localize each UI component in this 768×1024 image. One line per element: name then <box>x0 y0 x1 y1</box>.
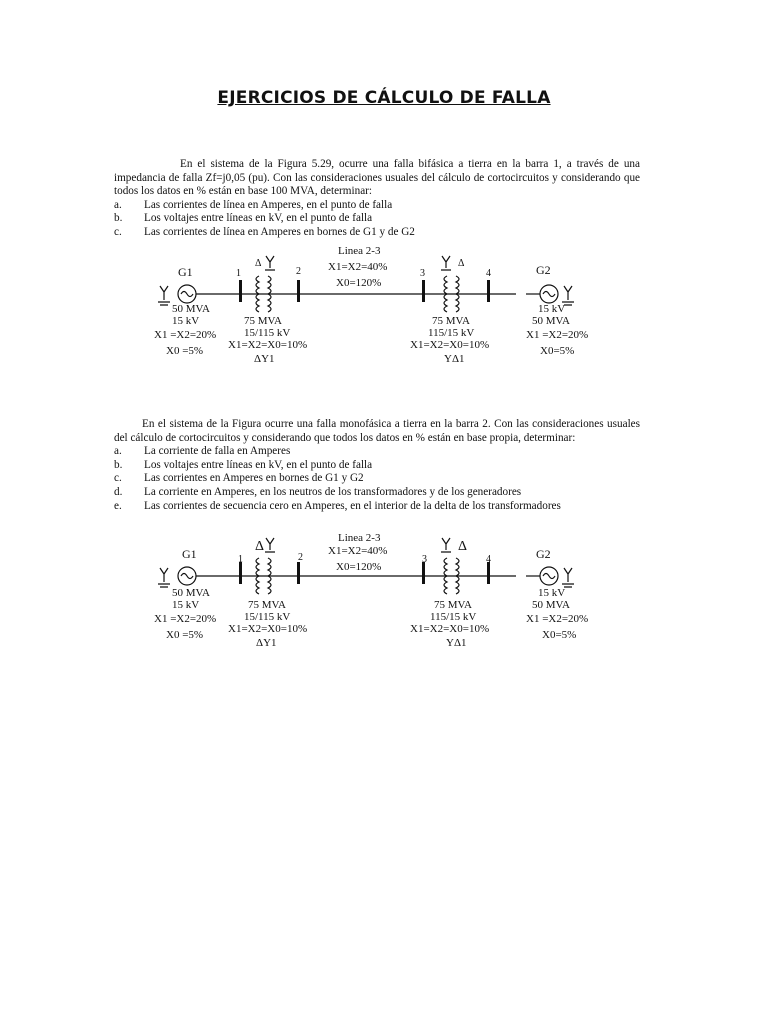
t1-reactance: X1=X2=X0=10% <box>228 623 308 635</box>
label-bus-4: 4 <box>486 554 491 565</box>
g2-grounded-wye-icon <box>562 568 574 587</box>
list-item <box>114 500 640 514</box>
list-text: Las corrientes en Amperes en bornes de G1 y G2 <box>144 472 364 485</box>
list-marker: b. <box>114 458 123 471</box>
bus-3-bar <box>422 280 425 302</box>
g1-grounded-wye-icon <box>158 568 170 587</box>
g1-grounded-wye-icon <box>158 286 170 305</box>
t1-voltage: 15/115 kV <box>244 327 291 339</box>
g2-rating: 50 MVA <box>532 315 571 327</box>
list-text: Los voltajes entre líneas en kV, en el punto de falla <box>144 212 373 225</box>
list-text: Las corrientes de línea en Amperes en bornes de G1 y de G2 <box>144 225 415 238</box>
g2-reactance-zero: X0=5% <box>540 345 575 357</box>
list-text: Las corrientes de línea en Amperes, en el punto de falla <box>144 198 393 211</box>
single-line-diagram-1 <box>114 244 654 384</box>
generator-g1-wave <box>181 292 193 297</box>
g2-voltage: 15 kV <box>538 303 566 315</box>
list-marker: d. <box>114 485 123 498</box>
diagram-1-svg <box>114 244 654 384</box>
t2-rating: 75 MVA <box>434 599 473 611</box>
t2-rating: 75 MVA <box>432 315 471 327</box>
bus-2-bar <box>297 280 300 302</box>
t1-reactance: X1=X2=X0=10% <box>228 339 308 351</box>
g1-reactance-zero: X0 =5% <box>166 345 204 357</box>
t1-rating: 75 MVA <box>244 315 283 327</box>
t2-voltage: 115/15 kV <box>428 327 475 339</box>
label-bus-1: 1 <box>238 554 243 565</box>
list-item <box>114 472 640 486</box>
g1-voltage: 15 kV <box>172 599 200 611</box>
t2-reactance: X1=X2=X0=10% <box>410 339 490 351</box>
list-item <box>114 212 640 226</box>
label-g2: G2 <box>536 263 551 277</box>
g1-voltage: 15 kV <box>172 315 200 327</box>
list-text: La corriente en Amperes, en los neutros de los transformadores y de los generadores <box>144 485 522 498</box>
t1-delta-symbol: Δ <box>255 539 265 554</box>
bus-2-bar <box>297 562 300 584</box>
line-name: Linea 2-3 <box>338 532 381 544</box>
t2-connection: YΔ1 <box>446 637 467 649</box>
g2-rating: 50 MVA <box>532 599 571 611</box>
g2-reactance-pos-neg: X1 =X2=20% <box>526 329 589 341</box>
problem-2-list <box>114 445 640 513</box>
generator-g2-wave <box>543 292 555 297</box>
problem-1-list <box>114 199 640 240</box>
g1-rating: 50 MVA <box>172 303 211 315</box>
t2-reactance: X1=X2=X0=10% <box>410 623 490 635</box>
t2-grounded-wye-icon <box>441 256 451 270</box>
list-marker: a. <box>114 198 122 211</box>
bus-1-bar <box>239 280 242 302</box>
t1-delta-symbol: Δ <box>255 258 262 269</box>
line-name: Linea 2-3 <box>338 245 381 257</box>
label-bus-2: 2 <box>296 266 301 277</box>
g1-reactance-pos-neg: X1 =X2=20% <box>154 613 217 625</box>
list-text: La corriente de falla en Amperes <box>144 445 291 458</box>
list-marker: b. <box>114 212 123 225</box>
t2-connection: YΔ1 <box>444 353 465 365</box>
problem-1 <box>114 158 640 240</box>
label-bus-1: 1 <box>236 268 241 279</box>
list-item <box>114 445 640 459</box>
label-g1: G1 <box>182 547 197 561</box>
g1-reactance-pos-neg: X1 =X2=20% <box>154 329 217 341</box>
line-reactance-pos-neg: X1=X2=40% <box>328 545 388 557</box>
t1-voltage: 15/115 kV <box>244 611 291 623</box>
t1-rating: 75 MVA <box>248 599 287 611</box>
label-bus-4: 4 <box>486 268 491 279</box>
list-item <box>114 199 640 213</box>
diagram-2-svg <box>114 530 654 670</box>
bus-3-bar <box>422 562 425 584</box>
single-line-diagram-2 <box>114 530 654 670</box>
line-reactance-pos-neg: X1=X2=40% <box>328 261 388 273</box>
label-bus-3: 3 <box>420 268 425 279</box>
t2-delta-symbol: Δ <box>458 539 468 554</box>
g1-reactance-zero: X0 =5% <box>166 629 204 641</box>
label-g1: G1 <box>178 265 193 279</box>
t1-grounded-wye-icon <box>265 256 275 270</box>
list-text: Los voltajes entre líneas en kV, en el punto de falla <box>144 458 373 471</box>
problem-2 <box>114 418 640 513</box>
bus-4-bar <box>487 562 490 584</box>
generator-g2-wave <box>543 574 555 579</box>
list-marker: c. <box>114 472 122 485</box>
problem-2-intro-text: En el sistema de la Figura ocurre una falla monofásica a tierra en la barra 2. Con las consideraciones usuales del cálculo de cortocircuitos y considerando que todos los datos en % están en base propia, determinar: <box>114 418 640 444</box>
t1-grounded-wye-icon <box>265 538 275 552</box>
list-marker: a. <box>114 445 122 458</box>
line-reactance-zero: X0=120% <box>336 277 382 289</box>
line-reactance-zero: X0=120% <box>336 561 382 573</box>
t1-connection: ΔY1 <box>256 637 277 649</box>
t2-voltage: 115/15 kV <box>430 611 477 623</box>
list-text: Las corrientes de secuencia cero en Amperes, en el interior de la delta de los transformadores <box>144 499 561 512</box>
t2-grounded-wye-icon <box>441 538 451 552</box>
g2-voltage: 15 kV <box>538 587 566 599</box>
bus-1-bar <box>239 562 242 584</box>
g2-reactance-pos-neg: X1 =X2=20% <box>526 613 589 625</box>
problem-1-intro <box>114 158 640 199</box>
list-marker: c. <box>114 225 122 238</box>
generator-g1-wave <box>181 574 193 579</box>
list-marker: e. <box>114 499 122 512</box>
problem-1-intro-text: En el sistema de la Figura 5.29, ocurre una falla bifásica a tierra en la barra 1, a través de una impedancia de falla Zf=j0,05 (pu). Con las consideraciones usuales del cálculo de cortocircuitos y considerando que todos los datos en % están en base 100 MVA, determinar: <box>114 158 640 198</box>
g2-reactance-zero: X0=5% <box>542 629 577 641</box>
bus-4-bar <box>487 280 490 302</box>
g1-rating: 50 MVA <box>172 587 211 599</box>
label-bus-2: 2 <box>298 552 303 563</box>
t2-delta-symbol: Δ <box>458 258 465 269</box>
label-bus-3: 3 <box>422 554 427 565</box>
list-item <box>114 226 640 240</box>
label-g2: G2 <box>536 547 551 561</box>
list-item <box>114 459 640 473</box>
document-title: EJERCICIOS DE CÁLCULO DE FALLA <box>217 88 551 108</box>
t1-connection: ΔY1 <box>254 353 275 365</box>
list-item <box>114 486 640 500</box>
problem-2-intro <box>114 418 640 445</box>
